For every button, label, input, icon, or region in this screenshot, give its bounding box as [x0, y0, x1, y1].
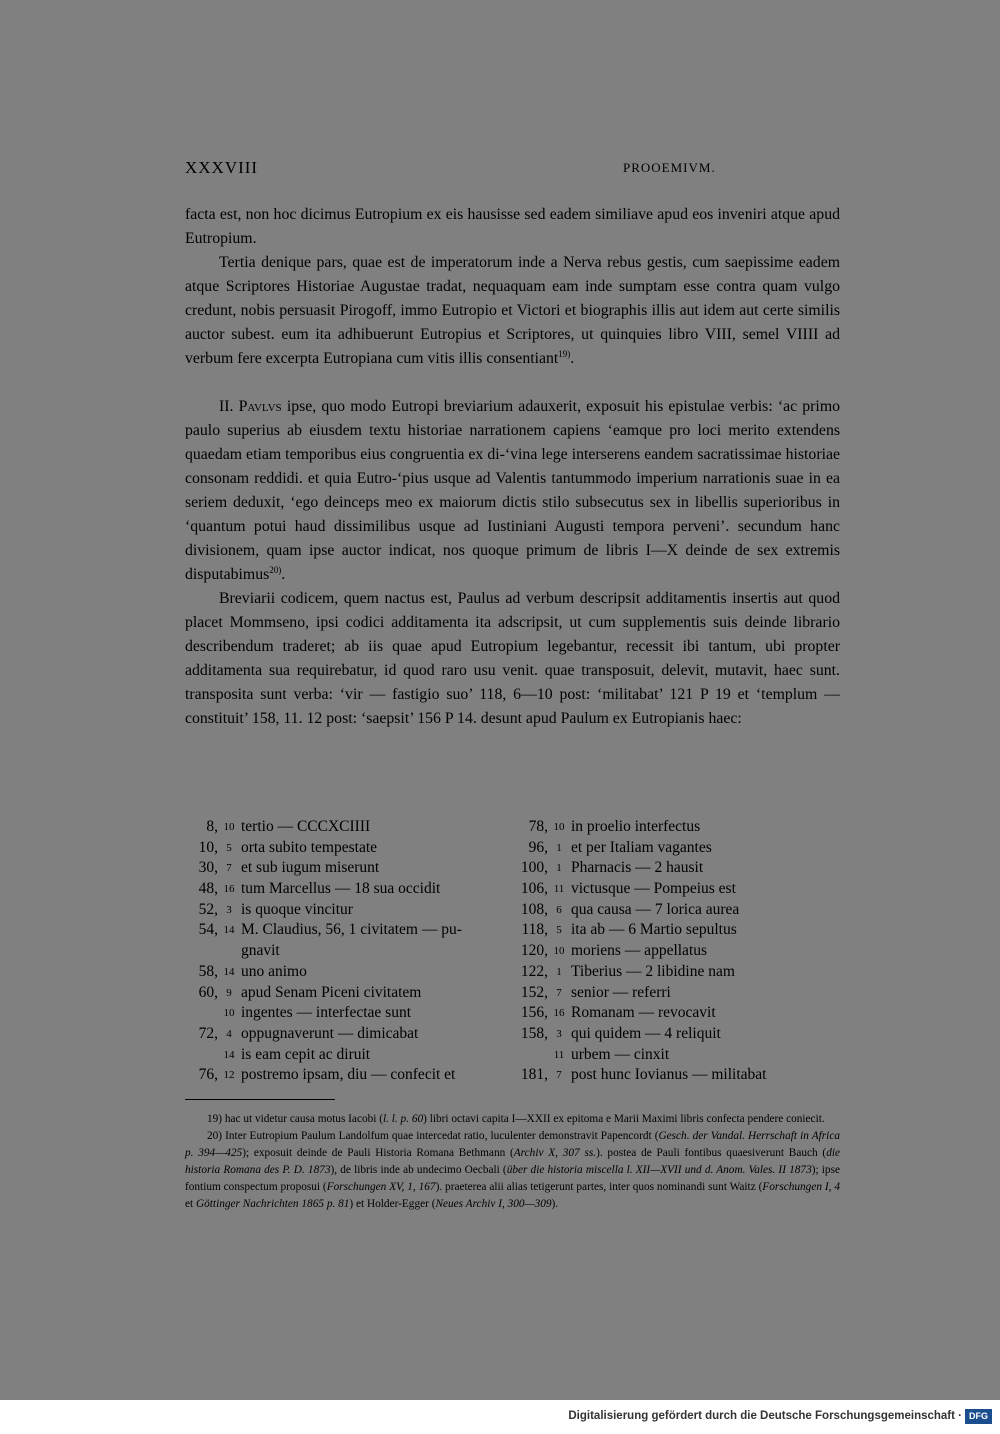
list-item: [185, 941, 505, 962]
footnote-20: 20) Inter Eutropium Paulum Landolfum quae intercedat ratio, luculenter demonstravit Papencordt (Gesch. der Vandal. Herrschaft in Africa p. 394—425); exposuit deinde de Pauli Historia Romana Bethmann (Archiv X, 307 ss.). postea de Pauli fontibus quaesiverunt Bauch (die historia Romana des P. D. 1873), de libris inde ab undecimo Oecbali (über die historia miscella l. XII—XVII und d. Anom. Vales. II 1873); ipse fontium conspectum proposui (Forschungen XV, 1, 167). praeterea alii alias tetigerunt partes, inter quos nominandi sunt Waitz (Forschungen I, 4 et Göttinger Nachrichten 1865 p. 81) et Holder-Egger (Neues Archiv I, 300—309).: [185, 1130, 841, 1210]
list-item: [515, 1045, 840, 1066]
omitted-text: qui quidem — 4 reliquit: [571, 1024, 721, 1042]
list-item: [515, 900, 840, 921]
page-header: [185, 158, 840, 182]
omitted-text: urbem — cinxit: [571, 1045, 670, 1063]
running-title: PROOEMIVM.: [623, 160, 716, 175]
list-item: [515, 1003, 840, 1024]
omitted-text: uno animo: [241, 962, 307, 980]
omitted-text: et per Italiam vagantes: [571, 838, 712, 856]
footnote-19: 19) hac ut videtur causa motus Iacobi (l. l. p. 60) libri octavi capita I—XXII ex epitoma e Marii Maximi libris confecta pendere coniecit.: [207, 1113, 825, 1125]
omitted-text: tum Marcellus — 18 sua occidit: [241, 880, 441, 898]
list-item: [515, 983, 840, 1004]
omitted-text: postremo ipsam, diu — confecit et: [241, 1066, 456, 1084]
footer-bar: [0, 1400, 1000, 1434]
footnotes: [185, 1111, 840, 1213]
page-ref: 120,: [520, 942, 548, 960]
list-item: [185, 858, 505, 879]
page-ref: 58,: [198, 962, 218, 980]
section-number: II.: [219, 398, 234, 415]
page-ref: 156,: [520, 1004, 548, 1022]
omitted-text: qua causa — 7 lorica aurea: [571, 900, 740, 918]
paragraph-section-ii: II. Pavlvs ipse, quo modo Eutropi breviarium adauxerit, exposuit his epistulae verbis: ‘ac primo paulo superius ab eiusdem textu historiae narrationem capiens ‘eamque pro loci merito extendens quaedam etiam temporibus eius congruentia ex di-‘vina lege interserens eandem sacratissimae historiae consonam reddidi. et quia Eutro-‘pius usque ad Valentis tantummodo imperium narrationis suae in ea seriem deduxit, ‘ego deinceps meo ex maiorum dictis stilo subsecutus sex in libellis superioribus in ‘quantum potui haud dissimilibus usque ad Iustiniani Augusti tempora perveni’. secundum hanc divisionem, quam ipse auctor indicat, nos quoque primum de libris I—X deinde de sex extremis disputabimus$^{20)}$.: [185, 398, 841, 583]
funding-credit: Digitalisierung gefördert durch die Deutsche Forschungsgemeinschaft ·: [568, 1410, 962, 1422]
line-ref: 6: [556, 903, 562, 916]
page-ref: 152,: [520, 983, 548, 1001]
list-item: [185, 920, 505, 941]
page-ref: 48,: [198, 880, 218, 898]
page-ref: 106,: [520, 880, 548, 898]
omitted-text: post hunc Iovianus — militabat: [571, 1066, 767, 1084]
list-item: [185, 1045, 505, 1066]
list-item: [185, 838, 505, 859]
list-item: [185, 879, 505, 900]
line-ref: 3: [226, 903, 232, 916]
omitted-text: M. Claudius, 56, 1 civitatem — pu-: [241, 921, 462, 939]
main-text: [185, 203, 840, 731]
omitted-text: in proelio interfectus: [571, 818, 701, 835]
page-ref: 78,: [528, 818, 548, 835]
omitted-text: tertio — CCCXCIIII: [241, 818, 371, 835]
line-ref: 1: [556, 841, 562, 854]
page-ref: 52,: [198, 900, 218, 918]
omitted-text: orta subito tempestate: [241, 838, 378, 856]
line-ref: 16: [223, 883, 235, 896]
list-item: [515, 920, 840, 941]
line-ref: 7: [226, 862, 232, 875]
footnote-divider: [185, 1099, 335, 1100]
page-ref: 54,: [198, 921, 218, 939]
list-item: [185, 817, 505, 838]
line-ref: 10: [553, 821, 565, 833]
list-item: [515, 941, 840, 962]
line-ref: 10: [223, 1007, 235, 1020]
line-ref: 3: [556, 1027, 562, 1040]
line-ref: 12: [223, 1069, 235, 1082]
list-item: [185, 900, 505, 921]
name-paulus: Pavlvs: [238, 398, 282, 415]
line-ref: 16: [553, 1007, 565, 1020]
list-item: [185, 1003, 505, 1024]
page-number: XXXVIII: [185, 158, 259, 177]
omitted-text: ingentes — interfectae sunt: [241, 1004, 412, 1022]
list-item: [515, 817, 840, 838]
omitted-text: Romanam — revocavit: [571, 1004, 716, 1022]
page-ref: 96,: [528, 838, 548, 856]
omitted-text: moriens — appellatus: [571, 942, 708, 960]
omitted-text: Pharnacis — 2 hausit: [571, 859, 704, 877]
page-ref: 118,: [521, 921, 548, 939]
omitted-text: oppugnaverunt — dimicabat: [241, 1024, 419, 1042]
line-ref: 14: [223, 965, 235, 978]
list-item: [515, 838, 840, 859]
line-ref: 7: [556, 1069, 562, 1082]
omitted-text: gnavit: [241, 942, 280, 960]
list-item: [185, 962, 505, 983]
list-column-left: [185, 817, 505, 1086]
footnote-ref: 19): [558, 349, 571, 359]
page-ref: 100,: [520, 859, 548, 877]
page-ref: 30,: [198, 859, 218, 877]
paragraph: Tertia denique pars, quae est de imperatorum inde a Nerva rebus gestis, cum saepissime eadem atque Scriptores Historiae Augustae tradat, nequaquam eam inde sumptam esse contra quam vulgo credunt, nobis persuasit Pirogoff, immo Eutropio et Victori et biographis illis aut idem aut certe similis auctor subest. eum ita adhibuerunt Eutropius et Scriptores, ut quinquies libro VIII, semel VIIII ad verbum fere excerpta Eutropiana cum vitis illis consentiant$^{19)}$.: [185, 254, 840, 367]
line-ref: 14: [223, 1048, 235, 1061]
omitted-text: is quoque vincitur: [241, 900, 353, 918]
line-ref: 5: [556, 924, 562, 937]
page-ref: 60,: [198, 983, 218, 1001]
line-ref: 4: [226, 1027, 232, 1040]
list-item: [185, 1024, 505, 1045]
list-item: [515, 879, 840, 900]
page-ref: 8,: [206, 818, 218, 835]
line-ref: 10: [553, 945, 565, 958]
omitted-text: is eam cepit ac diruit: [241, 1045, 371, 1063]
omitted-text: Tiberius — 2 libidine nam: [571, 962, 735, 980]
omissions-list: [185, 817, 840, 1092]
omitted-text: apud Senam Piceni civitatem: [241, 983, 422, 1001]
list-column-right: [515, 817, 840, 1086]
line-ref: 11: [553, 883, 565, 896]
paragraph: facta est, non hoc dicimus Eutropium ex eis hausisse sed eadem similiave apud eos inveniri atque apud Eutropium.: [185, 206, 840, 247]
line-ref: 7: [556, 986, 562, 999]
dfg-logo: DFG: [965, 1409, 992, 1424]
list-item: [515, 962, 840, 983]
page-ref: 108,: [520, 900, 548, 918]
line-ref: 5: [226, 841, 232, 854]
list-item: [515, 1065, 840, 1086]
page-ref: 76,: [198, 1066, 218, 1084]
paragraph: Breviarii codicem, quem nactus est, Paulus ad verbum descripsit additamentis insertis aut quod placet Mommseno, ipsi codici additamenta ita adscripsit, ut cum supplementis suis deinde librario describendum traderet; ab iis quae apud Eutropium legebantur, recessit ibi tantum, ubi propter additamenta sua requirebatur, id quod raro usu venit. quae transposuit, delevit, mutavit, haec sunt. transposita sunt verba: ‘vir — fastigio suo’ 118, 6—10 post: ‘militabat’ 121 P 19 et ‘templum — constituit’ 158, 11. 12 post: ‘saepsit’ 156 P 14. desunt apud Paulum ex Eutropianis haec:: [185, 590, 840, 727]
omitted-text: ita ab — 6 Martio sepultus: [571, 921, 737, 939]
page-ref: 72,: [198, 1024, 218, 1042]
line-ref: 11: [553, 1048, 565, 1061]
line-ref: 1: [556, 862, 562, 875]
omitted-text: senior — referri: [571, 983, 671, 1001]
omitted-text: et sub iugum miserunt: [241, 859, 380, 877]
page-ref: 181,: [520, 1066, 548, 1084]
footnote-ref: 20): [269, 565, 282, 575]
line-ref: 14: [223, 924, 235, 937]
line-ref: 10: [223, 821, 235, 833]
list-item: [515, 1024, 840, 1045]
page-ref: 122,: [520, 962, 548, 980]
list-item: [185, 1065, 505, 1086]
line-ref: 1: [556, 965, 562, 978]
list-item: [185, 983, 505, 1004]
page-ref: 10,: [198, 838, 218, 856]
page-ref: 158,: [520, 1024, 548, 1042]
omitted-text: victusque — Pompeius est: [571, 880, 736, 898]
line-ref: 9: [226, 986, 232, 999]
list-item: [515, 858, 840, 879]
